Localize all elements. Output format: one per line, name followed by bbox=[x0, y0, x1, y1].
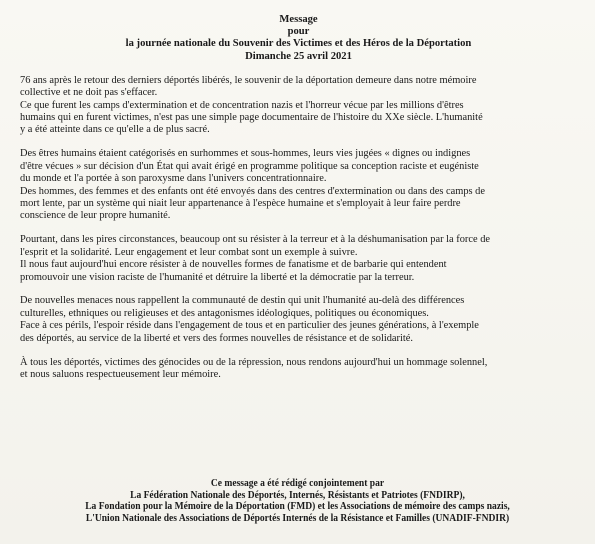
footer-org-fmd: La Fondation pour la Mémoire de la Déportation (FMD) et les Associations de mémoire des camps nazis, bbox=[85, 501, 510, 513]
paragraph-line: collective et ne doit pas s'effacer. bbox=[20, 87, 158, 99]
header-pour: pour bbox=[287, 26, 310, 38]
paragraph-1 bbox=[20, 75, 577, 137]
paragraph-line: d'être vécues » sur décision d'un État qui avait érigé en programme politique sa conception raciste et eugéniste bbox=[20, 160, 479, 172]
paragraph-line: promouvoir une vision raciste de l'humanité et détruire la liberté et la démocratie par la terreur. bbox=[20, 271, 415, 283]
paragraph-5 bbox=[20, 357, 577, 382]
paragraph-4 bbox=[20, 295, 577, 345]
header-date: Dimanche 25 avril 2021 bbox=[245, 50, 352, 62]
header-message: Message bbox=[279, 14, 318, 25]
paragraph-line: culturelles, ethniques ou religieuses et des antagonismes idéologiques, politiques ou économiques. bbox=[20, 307, 429, 319]
paragraph-3 bbox=[20, 234, 577, 284]
paragraph-line: Ce que furent les camps d'extermination et de concentration nazis et l'horreur vécue par les millions d'êtres bbox=[20, 99, 464, 111]
paragraph-line: et nous saluons respectueusement leur mémoire. bbox=[20, 368, 221, 380]
paragraph-line: des déportés, au service de la liberté et vers des formes nouvelles de résistance et de solidarité. bbox=[20, 332, 413, 344]
paragraph-line: De nouvelles menaces nous rappellent la communauté de destin qui unit l'humanité au-delà des différences bbox=[20, 295, 465, 307]
paragraph-line: y a été atteinte dans ce qu'elle a de plus sacré. bbox=[20, 124, 210, 136]
footer-intro: Ce message a été rédigé conjointement par bbox=[210, 478, 385, 489]
document-body bbox=[20, 75, 577, 382]
paragraph-line: 76 ans après le retour des derniers déportés libérés, le souvenir de la déportation demeure dans notre mémoire bbox=[20, 74, 477, 86]
paragraph-line: Il nous faut aujourd'hui encore résister à de nouvelles formes de fanatisme et de barbarie qui entendent bbox=[20, 259, 447, 271]
paragraph-line: l'esprit et la solidarité. Leur engagement et leur combat sont un exemple à suivre. bbox=[20, 246, 358, 258]
paragraph-line: Face à ces périls, l'espoir réside dans l'engagement de tous et en particulier des jeunes générations, à l'exemple bbox=[20, 320, 479, 332]
document-header bbox=[20, 14, 577, 63]
paragraph-line: mort lente, par un système qui niait leur appartenance à l'espèce humaine et s'employait à leur faire perdre bbox=[20, 197, 461, 209]
paragraph-line: Des hommes, des femmes et des enfants ont été envoyés dans des centres d'extermination ou dans des camps de bbox=[20, 185, 485, 197]
paragraph-line: À tous les déportés, victimes des génocides ou de la répression, nous rendons aujourd'hui un hommage solennel, bbox=[20, 356, 488, 368]
header-event-title: la journée nationale du Souvenir des Victimes et des Héros de la Déportation bbox=[125, 38, 472, 50]
footer-org-fndirp: La Fédération Nationale des Déportés, Internés, Résistants et Patriotes (FNDIRP), bbox=[130, 489, 465, 501]
paragraph-2 bbox=[20, 148, 577, 222]
paragraph-line: humains qui en furent victimes, n'est pas une simple page documentaire de l'histoire du XXe siècle. L'humanité bbox=[20, 112, 483, 124]
paragraph-line: du monde et l'a portée à son paroxysme dans l'univers concentrationnaire. bbox=[20, 173, 327, 185]
document-footer bbox=[0, 478, 595, 524]
paragraph-line: Pourtant, dans les pires circonstances, beaucoup ont su résister à la terreur et à la déshumanisation par la force de bbox=[20, 234, 491, 246]
paragraph-line: Des êtres humains étaient catégorisés en surhommes et sous-hommes, leurs vies jugées « dignes ou indignes bbox=[20, 148, 471, 160]
paragraph-line: conscience de leur propre humanité. bbox=[20, 210, 171, 222]
footer-org-unadif: L'Union Nationale des Associations de Déportés Internés de la Résistance et Familles (UNADIF-FNDIR) bbox=[85, 512, 510, 524]
